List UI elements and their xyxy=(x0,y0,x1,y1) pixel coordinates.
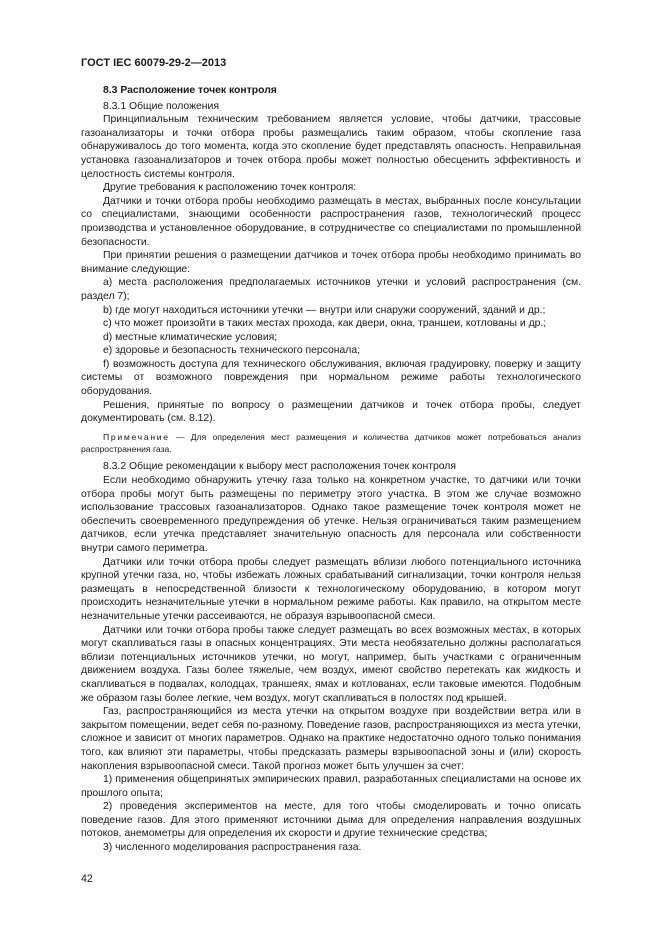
page-number: 42 xyxy=(81,873,93,885)
section-heading: 8.3 Расположение точек контроля xyxy=(103,85,277,96)
subsection-title-recommendations: 8.3.2 Общие рекомендации к выбору мест расположения точек контроля xyxy=(103,461,456,473)
note-label: Примечание xyxy=(103,431,170,442)
list-item: a) места расположения предполагаемых источников утечки и условий распространения (см. раздел 7); xyxy=(81,277,581,302)
list-item: 3) численного моделирования распространения газа. xyxy=(103,842,362,854)
list-item: 2) проведения экспериментов на месте, для того чтобы смоделировать и точно описать поведение газов. Для этого применяют источники дыма для определения направления воздушных потоков, анемометры для определения их скорости и другие технические средства; xyxy=(81,801,581,840)
list-item: c) что может произойти в таких местах прохода, как двери, окна, траншеи, котлованы и др.; xyxy=(103,318,547,330)
note-text: — Для определения мест размещения и количества датчиков может потребоваться анализ распространения газа. xyxy=(81,431,581,454)
list-item: 1) применения общепринятых эмпирических правил, разработанных специалистами на основе их прошлого опыта; xyxy=(81,774,581,799)
paragraph: Решения, принятые по вопросу о размещении датчиков и точек отбора пробы, следует документировать (см. 8.12). xyxy=(81,399,581,425)
paragraph: Датчики или точки отбора пробы следует размещать вблизи любого потенциального источника крупной утечки газа, но, чтобы избежать ложных срабатываний сигнализации, точки контроля нельзя размещать в непосредственной близости к технологическому оборудованию, в котором могут происходить незначительные утечки в нормальном режиме работы. Как правило, на открытом месте незначительные утечки рассеиваются, не образуя взрывоопасной смеси. xyxy=(81,556,581,622)
paragraph: Газ, распространяющийся из места утечки на открытом воздухе при воздействии ветра или в закрытом помещении, ведет себя по-разному. Поведение газов, распространяющихся из места утечки, сложное и зависит от многих параметров. Однако на практике недостаточно одного только понимания того, как влияют эти параметры, чтобы предсказать размеры взрывоопасной зоны и (или) скорость накопления взрывоопасной смеси. Такой прогноз может быть улучшен за счет: xyxy=(81,706,581,772)
list-item: d) местные климатические условия; xyxy=(103,331,278,343)
paragraph: Датчики и точки отбора пробы необходимо размещать в местах, выбранных после консультации со специалистами, знающими особенности распространения газов, технологический процесс производства и установленное оборудование, в сотрудничестве со специалистами по промышленной безопасности. xyxy=(81,195,581,248)
paragraph: Другие требования к расположению точек контроля: xyxy=(103,182,357,194)
list-item: f) возможность доступа для технического обслуживания, включая градуировку, поверку и защиту системы от возможного повреждения при нормальном режиме работы технологического оборудования. xyxy=(81,358,581,398)
paragraph: Принципиальным техническим требованием является условие, чтобы датчики, трассовые газоанализаторы и точки отбора пробы размещались таким образом, чтобы скопление газа обнаруживалось до того момента, когда это скопление будет представлять опасность. Неправильная установка газоанализаторов и точек отбора пробы может полностью обесценить эффективность и целостность системы контроля. xyxy=(81,114,581,180)
paragraph: Датчики или точки отбора пробы также следует размещать во всех возможных местах, в которых могут скапливаться газы в опасных концентрациях. Эти места необязательно должны располагаться вблизи потенциальных источников утечки, но могут, например, быть участками с ограниченным движением воздуха. Газы более тяжелые, чем воздух, имеют свойство перетекать как жидкость и скапливаться в подвалах, колодцах, траншеях, ямах и котлованах, если таковые имеются. Подобным же образом газы более легкие, чем воздух, могут скапливаться в полостях под крышей. xyxy=(81,624,581,704)
list-item: b) где могут находиться источники утечки — внутри или снаружи сооружений, зданий и др.; xyxy=(103,304,546,316)
paragraph: Если необходимо обнаружить утечку газа только на конкретном участке, то датчики или точки отбора пробы могут быть размещены по периметру этого участка. В этом же случае возможно использование трассовых газоанализаторов. Однако такое размещение точек контроля может не обеспечить своевременного предупреждения об утечке. Нельзя ограничиваться таким размещением датчиков, если утечка представляет значительную опасность для персонала или собственности внутри самого периметра. xyxy=(81,475,581,554)
list-item: e) здоровье и безопасность технического персонала; xyxy=(103,345,361,357)
subsection-title-general: 8.3.1 Общие положения xyxy=(103,100,219,112)
document-standard-id: ГОСТ IEC 60079-29-2—2013 xyxy=(81,57,227,69)
note xyxy=(81,432,581,456)
paragraph: При принятии решения о размещении датчиков и точек отбора пробы необходимо принимать во внимание следующие: xyxy=(81,250,581,275)
document-page xyxy=(81,56,581,855)
